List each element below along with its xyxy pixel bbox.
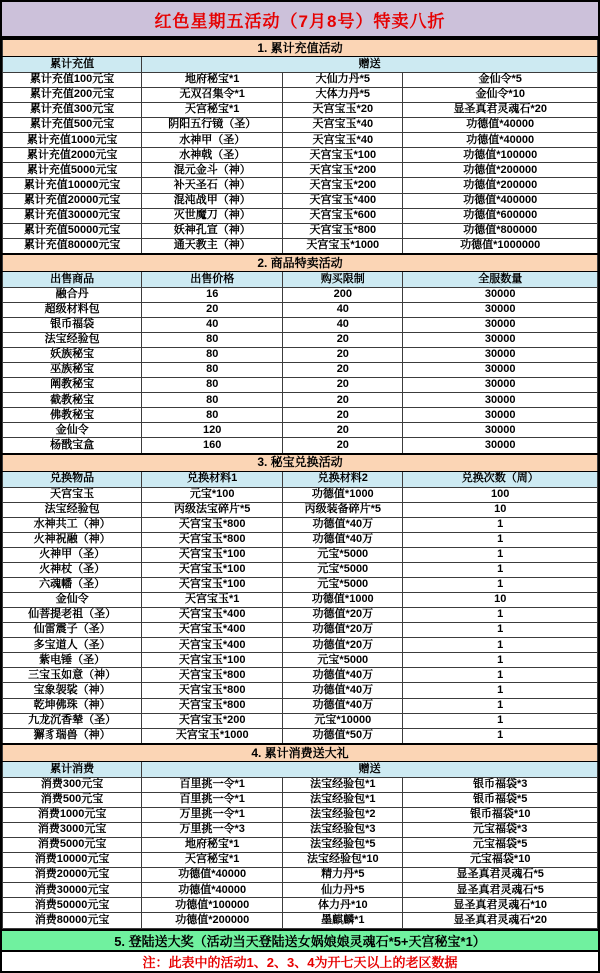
table-cell: 20: [283, 423, 403, 438]
table-row: [3, 88, 598, 103]
table-cell: 仙力丹*5: [283, 883, 403, 898]
table-cell: 16: [142, 287, 283, 302]
table-row: [3, 238, 598, 254]
table-cell: 天宫宝玉*800: [142, 532, 283, 547]
table-cell: 10: [403, 502, 598, 517]
table-cell: 紫电锤（圣）: [3, 653, 142, 668]
table-cell: 20: [283, 378, 403, 393]
activity-table: [2, 38, 598, 929]
table-row: [3, 562, 598, 577]
table-cell: 金仙令: [3, 593, 142, 608]
table-cell: 功德值*40000: [403, 133, 598, 148]
table-cell: 乾坤佛珠（神）: [3, 698, 142, 713]
table-cell: 40: [283, 317, 403, 332]
table-cell: 累计充值50000元宝: [3, 223, 142, 238]
table-cell: 法宝经验包: [3, 333, 142, 348]
table-row: [3, 348, 598, 363]
table-cell: 天宫宝玉*100: [142, 578, 283, 593]
table-cell: 混沌战甲（神）: [142, 193, 283, 208]
table-cell: 功德值*600000: [403, 208, 598, 223]
table-cell: 丙级法宝碎片*5: [142, 502, 283, 517]
table-cell: 天宫宝玉*800: [142, 698, 283, 713]
table-cell: 功德值*40万: [283, 532, 403, 547]
table-cell: 法宝经验包*1: [283, 792, 403, 807]
table-cell: 功德值*1000000: [403, 238, 598, 254]
table-cell: 仙雷震子（圣）: [3, 623, 142, 638]
table-cell: 累计充值300元宝: [3, 103, 142, 118]
table-cell: 百里挑一令*1: [142, 777, 283, 792]
table-cell: 1: [403, 668, 598, 683]
table-cell: 功德值*200000: [403, 178, 598, 193]
table-cell: 火神祝融（神）: [3, 532, 142, 547]
table-row: [3, 438, 598, 454]
column-header: 赠送: [142, 761, 598, 777]
table-cell: 80: [142, 348, 283, 363]
table-cell: 1: [403, 532, 598, 547]
table-cell: 消费20000元宝: [3, 868, 142, 883]
table-cell: 累计充值200元宝: [3, 88, 142, 103]
table-cell: 20: [283, 393, 403, 408]
table-row: [3, 853, 598, 868]
table-cell: 1: [403, 562, 598, 577]
table-cell: 体力丹*10: [283, 898, 403, 913]
table-cell: 百里挑一令*1: [142, 792, 283, 807]
table-cell: 20: [283, 363, 403, 378]
table-cell: 累计充值100元宝: [3, 73, 142, 88]
section-header-row: [3, 254, 598, 272]
table-cell: 天宫宝玉*40: [283, 133, 403, 148]
table-row: [3, 517, 598, 532]
column-header: 兑换材料1: [142, 471, 283, 487]
table-cell: 功德值*20万: [283, 608, 403, 623]
table-cell: 天宫宝玉*1000: [142, 728, 283, 744]
table-cell: 功德值*40万: [283, 668, 403, 683]
table-row: [3, 223, 598, 238]
table-cell: 20: [283, 438, 403, 454]
table-cell: 万里挑一令*3: [142, 823, 283, 838]
table-cell: 显圣真君灵魂石*20: [403, 103, 598, 118]
table-cell: 元宝福袋*5: [403, 838, 598, 853]
table-cell: 160: [142, 438, 283, 454]
table-cell: 宝象袈裟（神）: [3, 683, 142, 698]
table-row: [3, 408, 598, 423]
table-row: [3, 73, 598, 88]
table-cell: 金仙令*10: [403, 88, 598, 103]
table-cell: 80: [142, 363, 283, 378]
table-cell: 1: [403, 728, 598, 744]
column-header-row: [3, 471, 598, 487]
table-row: [3, 653, 598, 668]
table-row: [3, 487, 598, 502]
table-row: [3, 208, 598, 223]
table-cell: 法宝经验包*1: [283, 777, 403, 792]
table-cell: 80: [142, 378, 283, 393]
column-header: 购买限制: [283, 271, 403, 287]
table-cell: 1: [403, 517, 598, 532]
table-cell: 80: [142, 393, 283, 408]
table-cell: 佛教秘宝: [3, 408, 142, 423]
table-cell: 天宫宝玉*1: [142, 593, 283, 608]
table-cell: 精力丹*5: [283, 868, 403, 883]
table-cell: 20: [142, 302, 283, 317]
table-cell: 功德值*20万: [283, 638, 403, 653]
table-cell: 元宝福袋*3: [403, 823, 598, 838]
table-cell: 累计充值30000元宝: [3, 208, 142, 223]
table-row: [3, 578, 598, 593]
table-row: [3, 898, 598, 913]
table-cell: 30000: [403, 287, 598, 302]
table-cell: 功德值*40万: [283, 683, 403, 698]
column-header: 累计消费: [3, 761, 142, 777]
table-cell: 天宫宝玉*800: [142, 683, 283, 698]
table-row: [3, 393, 598, 408]
table-cell: 法宝经验包*10: [283, 853, 403, 868]
table-cell: 天宫宝玉*400: [142, 638, 283, 653]
table-row: [3, 423, 598, 438]
table-cell: 天宫宝玉*40: [283, 118, 403, 133]
table-cell: 补天圣石（神）: [142, 178, 283, 193]
table-cell: 截教秘宝: [3, 393, 142, 408]
table-cell: 80: [142, 333, 283, 348]
table-cell: 仙菩提老祖（圣）: [3, 608, 142, 623]
table-cell: 天宫宝玉*800: [142, 668, 283, 683]
footer-note: 注：此表中的活动1、2、3、4为开七天以上的老区数据: [2, 952, 598, 971]
table-row: [3, 668, 598, 683]
table-cell: 水神甲（圣）: [142, 133, 283, 148]
page-title: 红色星期五活动（7月8号）特卖八折: [2, 2, 598, 38]
table-cell: 1: [403, 638, 598, 653]
table-cell: 法宝经验包*2: [283, 807, 403, 822]
table-cell: 消费300元宝: [3, 777, 142, 792]
table-cell: 功德值*100000: [403, 148, 598, 163]
column-header: 赠送: [142, 57, 598, 73]
table-row: [3, 713, 598, 728]
table-row: [3, 532, 598, 547]
section-header-row: [3, 744, 598, 762]
table-cell: 阐教秘宝: [3, 378, 142, 393]
table-cell: 阴阳五行镜（圣）: [142, 118, 283, 133]
table-cell: 显圣真君灵魂石*5: [403, 883, 598, 898]
table-cell: 天宫宝玉*200: [142, 713, 283, 728]
column-header: 兑换物品: [3, 471, 142, 487]
section-title: 1. 累计充值活动: [3, 39, 598, 57]
table-cell: 元宝*10000: [283, 713, 403, 728]
table-cell: 功德值*20万: [283, 623, 403, 638]
table-cell: 天宫宝玉*100: [142, 547, 283, 562]
table-row: [3, 838, 598, 853]
table-cell: 天宫宝玉*400: [142, 608, 283, 623]
table-cell: 120: [142, 423, 283, 438]
table-cell: 消费5000元宝: [3, 838, 142, 853]
table-cell: 功德值*40万: [283, 517, 403, 532]
table-cell: 20: [283, 333, 403, 348]
table-cell: 30000: [403, 438, 598, 454]
table-cell: 天宫宝玉*400: [283, 193, 403, 208]
table-cell: 元宝*5000: [283, 562, 403, 577]
table-cell: 银币福袋*5: [403, 792, 598, 807]
column-header: 累计充值: [3, 57, 142, 73]
table-row: [3, 378, 598, 393]
table-cell: 超级材料包: [3, 302, 142, 317]
table-cell: 30000: [403, 317, 598, 332]
table-cell: 累计充值500元宝: [3, 118, 142, 133]
table-cell: 大仙力丹*5: [283, 73, 403, 88]
table-cell: 金仙令: [3, 423, 142, 438]
table-row: [3, 638, 598, 653]
table-cell: 天宫宝玉*200: [283, 178, 403, 193]
login-bonus-banner: 5. 登陆送大奖（活动当天登陆送女娲娘娘灵魂石*5+天宫秘宝*1）: [2, 929, 598, 952]
table-cell: 功德值*200000: [403, 163, 598, 178]
table-cell: 40: [142, 317, 283, 332]
table-cell: 妖神孔宣（神）: [142, 223, 283, 238]
table-cell: 功德值*400000: [403, 193, 598, 208]
table-cell: 杨戬宝盒: [3, 438, 142, 454]
table-cell: 天宫秘宝*1: [142, 103, 283, 118]
table-cell: 80: [142, 408, 283, 423]
section-header-row: [3, 454, 598, 472]
table-cell: 1: [403, 698, 598, 713]
table-row: [3, 868, 598, 883]
table-cell: 大体力丹*5: [283, 88, 403, 103]
table-cell: 灭世魔刀（神）: [142, 208, 283, 223]
table-row: [3, 363, 598, 378]
table-cell: 水神共工（神）: [3, 517, 142, 532]
table-row: [3, 883, 598, 898]
table-row: [3, 193, 598, 208]
table-row: [3, 807, 598, 822]
table-cell: 地府秘宝*1: [142, 73, 283, 88]
table-row: [3, 728, 598, 744]
table-cell: 天宫宝玉*100: [142, 653, 283, 668]
table-cell: 1: [403, 547, 598, 562]
table-cell: 墨麒麟*1: [283, 913, 403, 929]
section-title: 4. 累计消费送大礼: [3, 744, 598, 762]
table-cell: 功德值*40万: [283, 698, 403, 713]
table-cell: 天宫宝玉*800: [283, 223, 403, 238]
table-cell: 功德值*200000: [142, 913, 283, 929]
table-cell: 消费500元宝: [3, 792, 142, 807]
table-row: [3, 287, 598, 302]
table-row: [3, 547, 598, 562]
table-cell: 融合丹: [3, 287, 142, 302]
table-row: [3, 698, 598, 713]
table-cell: 无双召集令*1: [142, 88, 283, 103]
table-cell: 水神戟（圣）: [142, 148, 283, 163]
table-cell: 元宝*5000: [283, 578, 403, 593]
table-row: [3, 623, 598, 638]
table-row: [3, 103, 598, 118]
table-row: [3, 118, 598, 133]
column-header: 全服数量: [403, 271, 598, 287]
section-title: 3. 秘宝兑换活动: [3, 454, 598, 472]
table-cell: 30000: [403, 378, 598, 393]
table-cell: 天宫宝玉*100: [283, 148, 403, 163]
table-cell: 元宝福袋*10: [403, 853, 598, 868]
table-cell: 妖族秘宝: [3, 348, 142, 363]
table-cell: 1: [403, 653, 598, 668]
table-cell: 丙级装备碎片*5: [283, 502, 403, 517]
table-row: [3, 333, 598, 348]
table-cell: 消费10000元宝: [3, 853, 142, 868]
table-cell: 元宝*100: [142, 487, 283, 502]
table-cell: 30000: [403, 348, 598, 363]
table-cell: 巫族秘宝: [3, 363, 142, 378]
table-cell: 银币福袋*3: [403, 777, 598, 792]
table-cell: 通天教主（神）: [142, 238, 283, 254]
table-cell: 功德值*1000: [283, 487, 403, 502]
table-cell: 天宫秘宝*1: [142, 853, 283, 868]
table-cell: 银币福袋: [3, 317, 142, 332]
table-cell: 1: [403, 713, 598, 728]
column-header: 兑换次数（周）: [403, 471, 598, 487]
table-cell: 消费1000元宝: [3, 807, 142, 822]
table-cell: 10: [403, 593, 598, 608]
table-row: [3, 163, 598, 178]
table-cell: 累计充值2000元宝: [3, 148, 142, 163]
table-cell: 30000: [403, 408, 598, 423]
table-cell: 累计充值80000元宝: [3, 238, 142, 254]
section-header-row: [3, 39, 598, 57]
table-cell: 累计充值20000元宝: [3, 193, 142, 208]
table-cell: 1: [403, 623, 598, 638]
table-cell: 法宝经验包*5: [283, 838, 403, 853]
table-cell: 法宝经验包: [3, 502, 142, 517]
table-cell: 1: [403, 683, 598, 698]
table-row: [3, 608, 598, 623]
table-cell: 金仙令*5: [403, 73, 598, 88]
table-cell: 天宫宝玉: [3, 487, 142, 502]
table-cell: 火神甲（圣）: [3, 547, 142, 562]
table-row: [3, 302, 598, 317]
table-cell: 元宝*5000: [283, 653, 403, 668]
table-row: [3, 178, 598, 193]
table-cell: 消费50000元宝: [3, 898, 142, 913]
table-row: [3, 133, 598, 148]
table-cell: 显圣真君灵魂石*10: [403, 898, 598, 913]
table-cell: 万里挑一令*1: [142, 807, 283, 822]
column-header: 出售商品: [3, 271, 142, 287]
table-cell: 天宫宝玉*600: [283, 208, 403, 223]
table-row: [3, 502, 598, 517]
table-row: [3, 148, 598, 163]
table-cell: 显圣真君灵魂石*5: [403, 868, 598, 883]
table-cell: 40: [283, 302, 403, 317]
table-row: [3, 792, 598, 807]
column-header-row: [3, 761, 598, 777]
table-cell: 1: [403, 608, 598, 623]
table-cell: 功德值*50万: [283, 728, 403, 744]
table-cell: 天宫宝玉*400: [142, 623, 283, 638]
table-cell: 天宫宝玉*20: [283, 103, 403, 118]
table-cell: 消费30000元宝: [3, 883, 142, 898]
table-cell: 累计充值10000元宝: [3, 178, 142, 193]
table-cell: 银币福袋*10: [403, 807, 598, 822]
table-cell: 獬豸瑞兽（神）: [3, 728, 142, 744]
table-cell: 累计充值5000元宝: [3, 163, 142, 178]
table-cell: 累计充值1000元宝: [3, 133, 142, 148]
table-row: [3, 683, 598, 698]
table-cell: 九龙沉香辇（圣）: [3, 713, 142, 728]
table-cell: 功德值*100000: [142, 898, 283, 913]
table-cell: 三宝玉如意（神）: [3, 668, 142, 683]
table-row: [3, 823, 598, 838]
table-cell: 100: [403, 487, 598, 502]
table-cell: 元宝*5000: [283, 547, 403, 562]
table-cell: 功德值*1000: [283, 593, 403, 608]
table-row: [3, 913, 598, 929]
table-cell: 30000: [403, 333, 598, 348]
section-title: 2. 商品特卖活动: [3, 254, 598, 272]
table-row: [3, 593, 598, 608]
table-cell: 天宫宝玉*200: [283, 163, 403, 178]
table-cell: 30000: [403, 423, 598, 438]
table-cell: 消费80000元宝: [3, 913, 142, 929]
table-row: [3, 777, 598, 792]
table-cell: 火神杖（圣）: [3, 562, 142, 577]
table-cell: 功德值*40000: [142, 868, 283, 883]
table-cell: 20: [283, 408, 403, 423]
table-cell: 30000: [403, 393, 598, 408]
column-header: 兑换材料2: [283, 471, 403, 487]
table-cell: 天宫宝玉*1000: [283, 238, 403, 254]
table-cell: 显圣真君灵魂石*20: [403, 913, 598, 929]
table-cell: 多宝道人（圣）: [3, 638, 142, 653]
column-header-row: [3, 57, 598, 73]
column-header: 出售价格: [142, 271, 283, 287]
table-cell: 30000: [403, 363, 598, 378]
activity-table-body: [3, 39, 598, 929]
table-cell: 20: [283, 348, 403, 363]
table-cell: 200: [283, 287, 403, 302]
table-cell: 天宫宝玉*100: [142, 562, 283, 577]
table-row: [3, 317, 598, 332]
table-cell: 功德值*40000: [142, 883, 283, 898]
table-cell: 天宫宝玉*800: [142, 517, 283, 532]
table-cell: 法宝经验包*3: [283, 823, 403, 838]
table-cell: 地府秘宝*1: [142, 838, 283, 853]
table-cell: 1: [403, 578, 598, 593]
table-cell: 消费3000元宝: [3, 823, 142, 838]
table-cell: 功德值*800000: [403, 223, 598, 238]
table-cell: 功德值*40000: [403, 118, 598, 133]
table-cell: 30000: [403, 302, 598, 317]
table-cell: 六魂幡（圣）: [3, 578, 142, 593]
table-cell: 混元金斗（神）: [142, 163, 283, 178]
column-header-row: [3, 271, 598, 287]
